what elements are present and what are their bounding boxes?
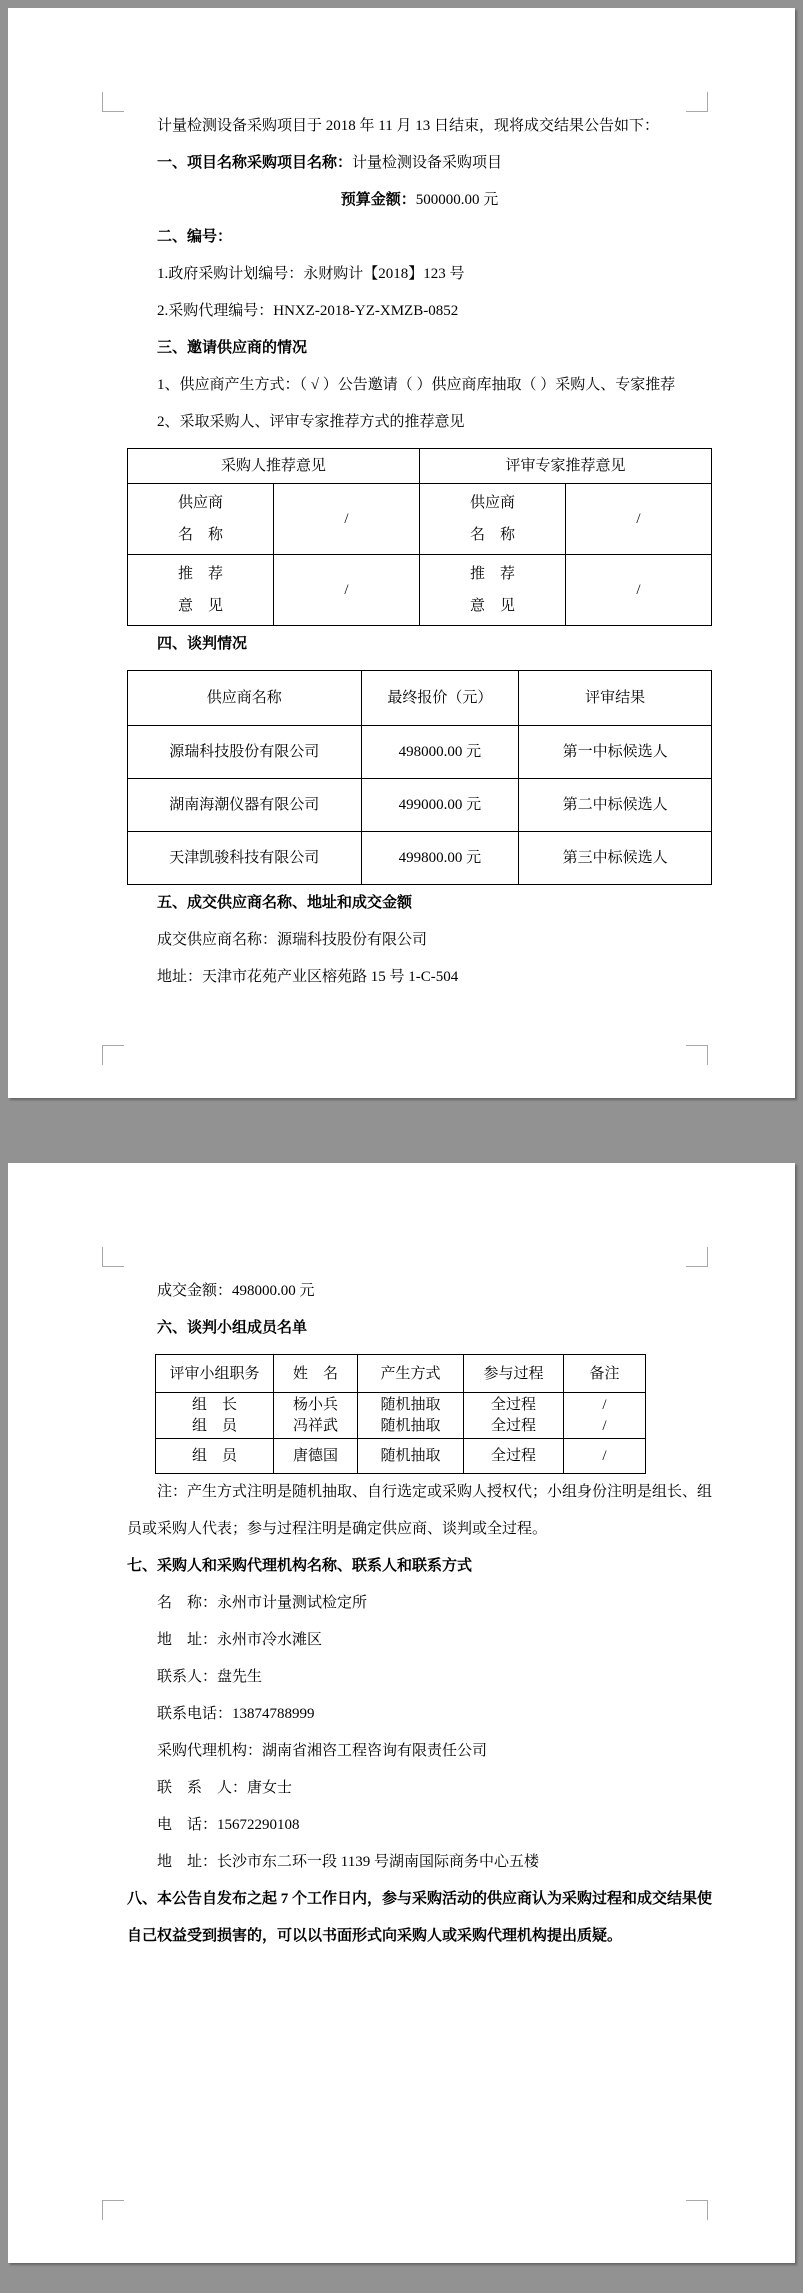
- remark-cell: / /: [564, 1393, 646, 1439]
- buyer-supplier-value: /: [274, 484, 420, 555]
- section-4-heading: 四、谈判情况: [157, 636, 248, 652]
- agency-address-line: 地 址：长沙市东二环一段 1139 号湖南国际商务中心五楼: [157, 1854, 539, 1870]
- review-result-cell: 第一中标候选人: [519, 726, 712, 779]
- column-header-name: 姓 名: [274, 1355, 358, 1393]
- column-header-role: 评审小组职务: [156, 1355, 274, 1393]
- text-boundary-mark-bottom-left: [102, 1045, 124, 1065]
- intro-paragraph: 计量检测设备采购项目于 2018 年 11 月 13 日结束，现将成交结果公告如下：: [157, 118, 659, 134]
- expert-recommend-header: 评审专家推荐意见: [420, 449, 712, 484]
- section-6-heading: 六、谈判小组成员名单: [157, 1320, 308, 1336]
- participation-cell: 全过程: [464, 1439, 564, 1474]
- table-row: [128, 484, 712, 555]
- budget-label: 预算金额：: [340, 192, 416, 208]
- panel-note: 注：产生方式注明是随机抽取、自行选定或采购人授权代；小组身份注明是组长、组员或采购人代表；参与过程注明是确定供应商、谈判或全过程。: [127, 1484, 713, 1537]
- table-header-row: [128, 671, 712, 726]
- buyer-supplier-label: 供应商 名 称: [128, 484, 274, 555]
- expert-supplier-value: /: [566, 484, 712, 555]
- table-row: [156, 1393, 646, 1439]
- page-1-content: [127, 108, 712, 996]
- section-8-paragraph: 八、本公告自发布之起 7 个工作日内，参与采购活动的供应商认为采购过程和成交结果使自己权益受到损害的，可以以书面形式向采购人或采购代理机构提出质疑。: [127, 1891, 713, 1944]
- section-1-heading: 一、项目名称采购项目名称：: [157, 155, 353, 171]
- text-boundary-mark-bottom-left: [102, 2200, 124, 2220]
- agency-number-line: 2.采购代理编号：HNXZ-2018-YZ-XMZB-0852: [157, 303, 459, 319]
- column-header-method: 产生方式: [358, 1355, 464, 1393]
- review-result-cell: 第二中标候选人: [519, 779, 712, 832]
- text-boundary-mark-top-right: [686, 1247, 708, 1267]
- final-price-cell: 498000.00 元: [361, 726, 519, 779]
- table-row: [128, 832, 712, 885]
- section-3-heading: 三、邀请供应商的情况: [157, 340, 308, 356]
- buyer-contact-line: 联系人：盘先生: [157, 1669, 263, 1685]
- supplier-source-line: 1、供应商产生方式：（ √ ）公告邀请（ ）供应商库抽取（ ）采购人、专家推荐: [157, 377, 676, 393]
- column-header-participation: 参与过程: [464, 1355, 564, 1393]
- winner-address-line: 地址：天津市花苑产业区榕苑路 15 号 1-C-504: [157, 969, 459, 985]
- agency-contact-line: 联 系 人：唐女士: [157, 1780, 293, 1796]
- deal-amount-line: 成交金额：498000.00 元: [157, 1283, 315, 1299]
- expert-supplier-label: 供应商 名 称: [420, 484, 566, 555]
- negotiation-table: [127, 670, 712, 885]
- supplier-name-cell: 天津凯骏科技有限公司: [128, 832, 362, 885]
- buyer-recommend-header: 采购人推荐意见: [128, 449, 420, 484]
- table-header-row: [156, 1355, 646, 1393]
- winner-name-line: 成交供应商名称：源瑞科技股份有限公司: [157, 932, 428, 948]
- buyer-address-line: 地 址：永州市冷水滩区: [157, 1632, 323, 1648]
- table-row: [156, 1439, 646, 1474]
- table-row: [128, 779, 712, 832]
- expert-opinion-label: 推 荐 意 见: [420, 555, 566, 626]
- section-7-heading: 七、采购人和采购代理机构名称、联系人和联系方式: [127, 1558, 473, 1574]
- buyer-opinion-value: /: [274, 555, 420, 626]
- text-boundary-mark-top-left: [102, 1247, 124, 1267]
- section-2-heading: 二、编号：: [157, 229, 233, 245]
- text-boundary-mark-top-left: [102, 92, 124, 112]
- review-result-cell: 第三中标候选人: [519, 832, 712, 885]
- buyer-phone-line: 联系电话：13874788999: [157, 1706, 315, 1722]
- section-1-heading-line: [127, 145, 712, 182]
- text-boundary-mark-bottom-right: [686, 1045, 708, 1065]
- final-price-cell: 499800.00 元: [361, 832, 519, 885]
- document-page-1: [8, 8, 795, 1098]
- name-cell: 杨小兵 冯祥武: [274, 1393, 358, 1439]
- text-boundary-mark-bottom-right: [686, 2200, 708, 2220]
- buyer-opinion-label: 推 荐 意 见: [128, 555, 274, 626]
- method-cell: 随机抽取: [358, 1439, 464, 1474]
- table-row: [128, 555, 712, 626]
- plan-number-line: 1.政府采购计划编号：永财购计【2018】123 号: [157, 266, 465, 282]
- agency-name-line: 采购代理机构：湖南省湘咨工程咨询有限责任公司: [157, 1743, 488, 1759]
- recommend-intro-line: 2、采取采购人、评审专家推荐方式的推荐意见: [157, 414, 465, 430]
- expert-opinion-value: /: [566, 555, 712, 626]
- column-header-remark: 备注: [564, 1355, 646, 1393]
- document-page-2: [8, 1163, 795, 2263]
- supplier-name-cell: 源瑞科技股份有限公司: [128, 726, 362, 779]
- supplier-name-cell: 湖南海潮仪器有限公司: [128, 779, 362, 832]
- panel-table-wrapper: [155, 1354, 645, 1474]
- role-cell: 组 员: [156, 1439, 274, 1474]
- remark-cell: /: [564, 1439, 646, 1474]
- section-5-heading: 五、成交供应商名称、地址和成交金额: [157, 895, 413, 911]
- recommendation-table: [127, 448, 712, 626]
- participation-cell: 全过程 全过程: [464, 1393, 564, 1439]
- table-row: [128, 726, 712, 779]
- role-cell: 组 长 组 员: [156, 1393, 274, 1439]
- column-header-final-price: 最终报价（元）: [361, 671, 519, 726]
- budget-value: 500000.00 元: [415, 192, 499, 208]
- final-price-cell: 499000.00 元: [361, 779, 519, 832]
- page-2-content: [127, 1273, 712, 1955]
- agency-phone-line: 电 话：15672290108: [157, 1817, 300, 1833]
- panel-member-table: [155, 1354, 646, 1474]
- name-cell: 唐德国: [274, 1439, 358, 1474]
- buyer-name-line: 名 称：永州市计量测试检定所: [157, 1595, 368, 1611]
- budget-line: [127, 182, 712, 219]
- column-header-supplier: 供应商名称: [128, 671, 362, 726]
- project-name-value: 计量检测设备采购项目: [352, 155, 503, 171]
- method-cell: 随机抽取 随机抽取: [358, 1393, 464, 1439]
- table-row: [128, 449, 712, 484]
- column-header-review-result: 评审结果: [519, 671, 712, 726]
